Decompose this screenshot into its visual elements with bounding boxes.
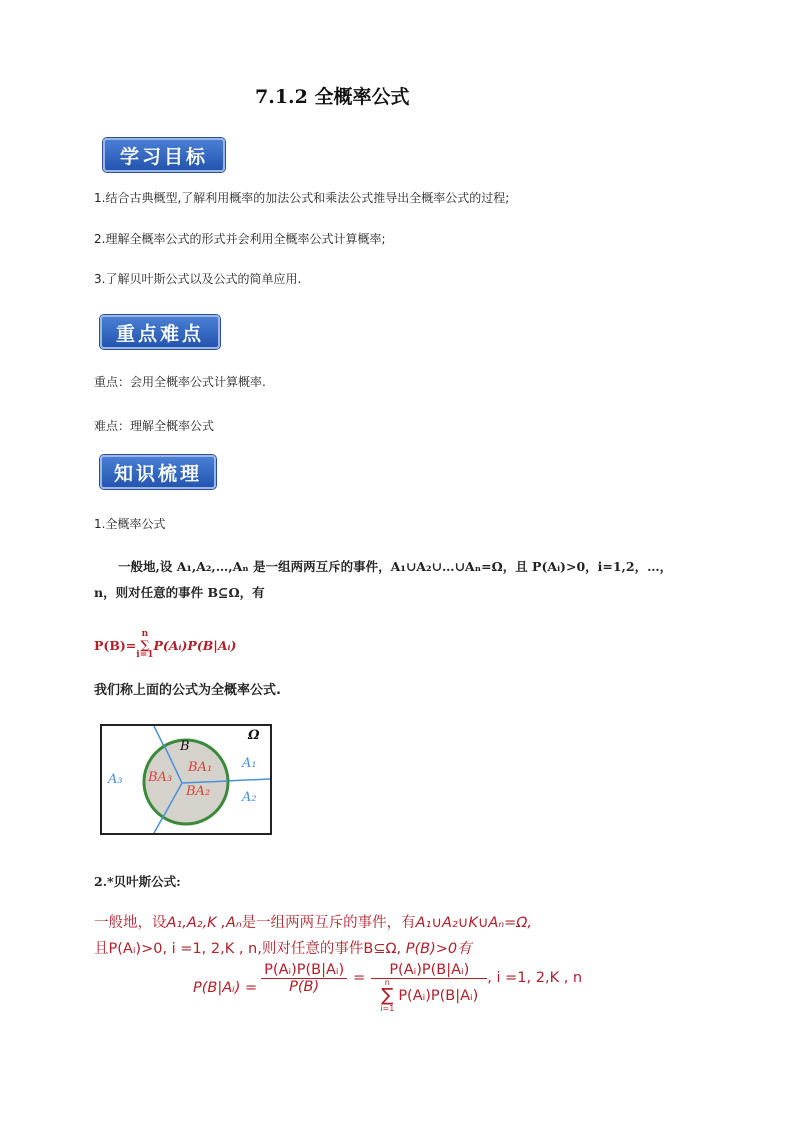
ba1-label: BA₁	[188, 760, 213, 775]
fraction2-sum	[380, 979, 394, 1013]
ba3-label: BA₃	[148, 770, 173, 785]
sum-symbol	[136, 630, 153, 660]
page-title: 7.1.2 全概率公式	[255, 86, 410, 108]
sum-sigma: ∑	[140, 638, 150, 652]
badge-learning-goals: 学习目标	[103, 138, 225, 172]
section2-heading: 2.*贝叶斯公式:	[94, 874, 181, 889]
bayes-line2-cond: 且P(Aᵢ)>0, i =1, 2,K , n,	[94, 941, 262, 957]
bayes-line1	[94, 911, 532, 932]
bayes-line1-union: A₁∪A₂∪K∪Aₙ=Ω,	[415, 915, 532, 931]
goal-1: 1.结合古典概型,了解利用概率的加法公式和乘法公式推导出全概率公式的过程;	[94, 191, 510, 205]
bayes-fraction-1	[261, 962, 347, 995]
fraction2-denominator	[380, 979, 478, 1013]
fraction1-denominator: P(B)	[289, 979, 320, 995]
bayes-line1-mid: 是一组两两互斥的事件，有	[241, 915, 416, 931]
goal-2: 2.理解全概率公式的形式并会利用全概率公式计算概率;	[94, 232, 386, 246]
bayes-line2-pb: P(B)>0有	[405, 941, 472, 957]
fraction2-sum-lower: i=1	[380, 1004, 395, 1013]
section1-paragraph-line2: n，则对任意的事件 B⊆Ω，有	[94, 585, 265, 600]
bayes-line2	[94, 937, 472, 958]
a2-label: A₂	[242, 790, 257, 805]
section1-paragraph-line1: 一般地,设 A₁,A₂,…,Aₙ 是一组两两互斥的事件，A₁∪A₂∪…∪Aₙ=Ω，且 P(Aᵢ)>0，i=1,2，…，	[118, 559, 673, 574]
difficult-point: 难点：理解全概率公式	[94, 419, 215, 433]
key-point: 重点：会用全概率公式计算概率.	[94, 375, 266, 389]
bayes-line2-event: 则对任意的事件B⊆Ω,	[261, 941, 402, 957]
ba2-label: BA₂	[186, 784, 211, 799]
fraction2-sum-sigma: ∑	[381, 985, 394, 1006]
b-label: B	[180, 739, 190, 754]
a3-label: A₃	[108, 772, 123, 787]
bayes-fraction-2	[371, 962, 487, 1013]
fraction2-numerator: P(Aᵢ)P(B|Aᵢ)	[371, 962, 487, 979]
badge-key-points: 重点难点	[100, 315, 220, 349]
venn-diagram	[100, 724, 272, 835]
goal-3: 3.了解贝叶斯公式以及公式的简单应用.	[94, 272, 302, 286]
fraction1-numerator: P(Aᵢ)P(B|Aᵢ)	[261, 962, 347, 979]
bayes-line1-intro: 一般地，设	[94, 915, 167, 931]
bayes-equals: =	[353, 970, 366, 986]
section1-closing: 我们称上面的公式为全概率公式.	[94, 683, 281, 698]
sum-lower: i=1	[136, 650, 154, 660]
a1-label: A₁	[242, 756, 257, 771]
formula-lhs: P(B)=	[94, 637, 137, 653]
badge-knowledge: 知识梳理	[100, 455, 216, 489]
omega-label: Ω	[248, 728, 260, 743]
section1-heading: 1.全概率公式	[94, 517, 166, 531]
fraction2-sum-upper: n	[384, 978, 390, 987]
sum-upper: n	[141, 629, 149, 639]
bayes-tail: , i =1, 2,K , n	[487, 970, 583, 986]
formula-rhs: P(Aᵢ)P(B|Aᵢ)	[153, 637, 237, 653]
fraction2-denominator-text: P(Aᵢ)P(B|Aᵢ)	[398, 988, 479, 1004]
bayes-line1-vars: A₁,A₂,K ,Aₙ	[166, 915, 242, 931]
bayes-lhs: P(B|Aᵢ) =	[193, 979, 258, 996]
bayes-formula	[193, 962, 582, 1013]
total-probability-formula	[94, 630, 236, 660]
